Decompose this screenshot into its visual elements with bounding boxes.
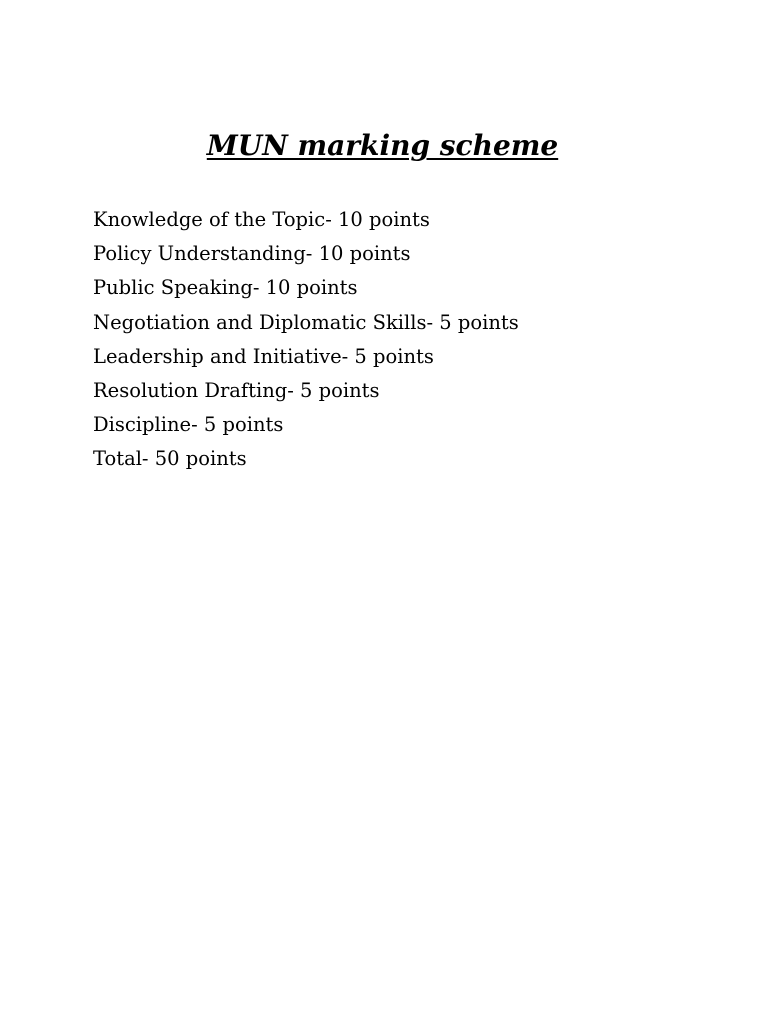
criterion-resolution-drafting: Resolution Drafting- 5 points	[93, 379, 380, 403]
criterion-public-speaking: Public Speaking- 10 points	[93, 276, 358, 300]
criterion-leadership-initiative: Leadership and Initiative- 5 points	[93, 344, 434, 368]
page-title: MUN marking scheme	[206, 129, 559, 162]
criterion-policy-understanding: Policy Understanding- 10 points	[93, 242, 411, 266]
criterion-total: Total- 50 points	[93, 447, 247, 471]
criterion-negotiation-diplomatic-skills: Negotiation and Diplomatic Skills- 5 points	[93, 310, 519, 334]
criteria-list	[93, 203, 519, 477]
criterion-knowledge-of-topic: Knowledge of the Topic- 10 points	[93, 208, 430, 231]
criterion-discipline: Discipline- 5 points	[93, 413, 284, 437]
